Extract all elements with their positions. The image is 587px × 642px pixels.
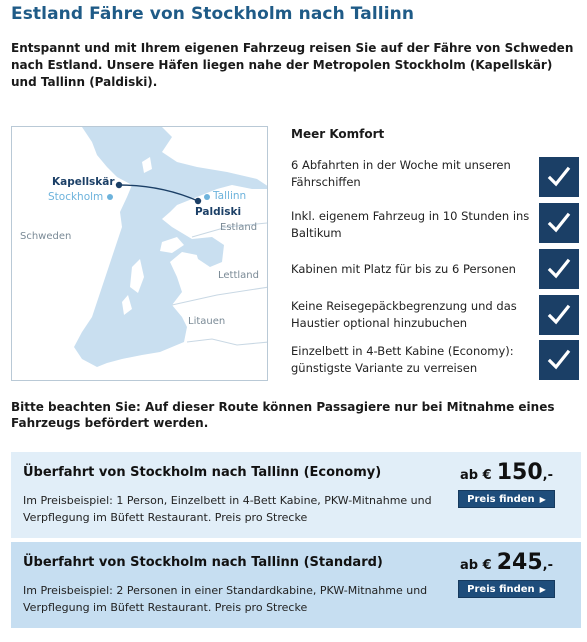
features-heading: Meer Komfort bbox=[291, 127, 385, 141]
route-note: Bitte beachten Sie: Auf dieser Route können Passagiere nur bei Mitnahme eines Fahrzeugs befördert werden. bbox=[11, 400, 555, 430]
find-price-button[interactable] bbox=[458, 490, 555, 508]
page-title: Estland Fähre von Stockholm nach Tallinn bbox=[11, 4, 415, 24]
offer-title: Überfahrt von Stockholm nach Tallinn (Economy) bbox=[23, 465, 382, 480]
checkmark-icon bbox=[539, 203, 579, 243]
intro-text: Entspannt und mit Ihrem eigenen Fahrzeug reisen Sie auf der Fähre von Schweden nach Estland. Unsere Häfen liegen nahe der Metropolen Stockholm (Kapellskär) und Tallinn (Paldiski). bbox=[11, 41, 574, 89]
caret-right-icon: ▶ bbox=[539, 584, 546, 594]
price-prefix: ab € bbox=[459, 468, 492, 483]
offer-description: Im Preisbeispiel: 2 Personen in einer Standardkabine, PKW-Mitnahme und Verpflegung im Büfett Restaurant. Preis pro Strecke bbox=[23, 584, 428, 614]
offer-title: Überfahrt von Stockholm nach Tallinn (Standard) bbox=[23, 555, 383, 570]
feature-item: 6 Abfahrten in der Woche mit unseren Fährschiffen bbox=[291, 158, 511, 189]
map-label-stockholm: Stockholm bbox=[48, 191, 104, 203]
price-decimals: ,- bbox=[542, 558, 553, 573]
price-value: 245 bbox=[496, 550, 543, 575]
find-price-button-label: Preis finden bbox=[467, 493, 535, 505]
offer-description: Im Preisbeispiel: 1 Person, Einzelbett in 4-Bett Kabine, PKW-Mitnahme und Verpflegung im Büfett Restaurant. Preis pro Strecke bbox=[23, 494, 432, 524]
offer-economy bbox=[11, 452, 581, 538]
checkmark-icon bbox=[539, 340, 579, 380]
map-label-tallinn: Tallinn bbox=[213, 190, 247, 202]
find-price-button[interactable] bbox=[458, 580, 555, 598]
offer-price bbox=[460, 550, 553, 575]
map-label-lettland: Lettland bbox=[218, 270, 259, 281]
offer-price bbox=[460, 460, 553, 485]
map-label-litauen: Litauen bbox=[188, 316, 226, 327]
map-label-estland: Estland bbox=[220, 222, 258, 233]
baltic-sea-map bbox=[12, 127, 268, 381]
offer-standard bbox=[11, 542, 581, 628]
caret-right-icon: ▶ bbox=[539, 494, 546, 504]
price-decimals: ,- bbox=[542, 468, 553, 483]
feature-item: Kabinen mit Platz für bis zu 6 Personen bbox=[291, 262, 516, 276]
route-map bbox=[11, 126, 268, 381]
price-prefix: ab € bbox=[459, 558, 492, 573]
find-price-button-label: Preis finden bbox=[467, 583, 535, 595]
feature-item: Einzelbett in 4-Bett Kabine (Economy): günstigste Variante zu verreisen bbox=[291, 344, 514, 375]
map-label-kapellskaer: Kapellskär bbox=[52, 176, 115, 188]
map-label-schweden: Schweden bbox=[20, 231, 72, 242]
checkmark-icon bbox=[539, 295, 579, 335]
checkmark-icon bbox=[539, 157, 579, 197]
feature-item: Inkl. eigenem Fahrzeug in 10 Stunden ins Baltikum bbox=[291, 209, 530, 240]
feature-item: Keine Reisegepäckbegrenzung und das Haustier optional hinzubuchen bbox=[291, 299, 517, 330]
checkmark-icon bbox=[539, 249, 579, 289]
map-label-paldiski: Paldiski bbox=[195, 206, 242, 218]
price-value: 150 bbox=[496, 460, 543, 485]
